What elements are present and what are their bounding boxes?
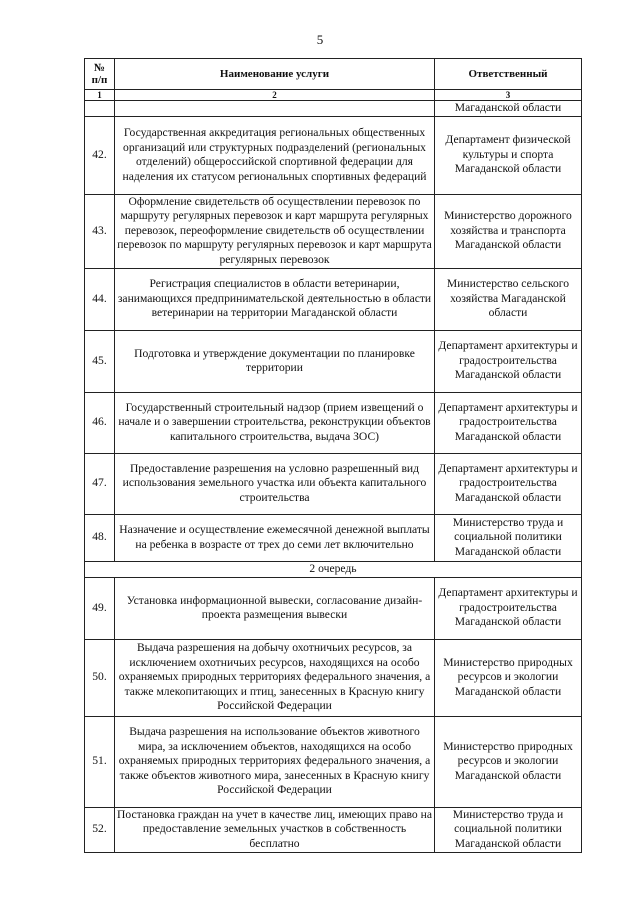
- row-service-name: Постановка граждан на учет в качестве лиц, имеющих право на предоставление земельных участков в собственность бесплатно: [115, 807, 435, 852]
- table-row: [85, 716, 582, 807]
- row-service-name: Выдача разрешения на добычу охотничьих ресурсов, за исключением охотничьих ресурсов, находящихся на особо охраняемых природных территориях федерального значения, а также млекопитающих и птиц, занесенных в Красную книгу Российской Федерации: [115, 639, 435, 716]
- column-index-1: 1: [85, 90, 115, 101]
- continuation-responsible: Магаданской области: [435, 101, 582, 117]
- table-header-row: [85, 59, 582, 90]
- row-responsible: Департамент архитектуры и градостроительства Магаданской области: [435, 330, 582, 392]
- queue-label: 2 очередь: [85, 561, 582, 577]
- column-index-row: [85, 90, 582, 101]
- column-index-2: 2: [115, 90, 435, 101]
- continuation-num: [85, 101, 115, 117]
- row-number: 42.: [85, 116, 115, 194]
- table-row: [85, 330, 582, 392]
- header-number-line1: №: [93, 62, 106, 74]
- table-row: [85, 392, 582, 453]
- row-responsible: Министерство сельского хозяйства Магаданской области: [435, 268, 582, 330]
- row-number: 45.: [85, 330, 115, 392]
- row-service-name: Предоставление разрешения на условно разрешенный вид использования земельного участка или объекта капитального строительства: [115, 453, 435, 514]
- row-number: 48.: [85, 514, 115, 561]
- row-responsible: Министерство дорожного хозяйства и транспорта Магаданской области: [435, 194, 582, 268]
- table-row: [85, 116, 582, 194]
- row-service-name: Установка информационной вывески, согласование дизайн-проекта размещения вывески: [115, 577, 435, 639]
- row-responsible: Министерство природных ресурсов и экологии Магаданской области: [435, 639, 582, 716]
- header-responsible: Ответственный: [435, 59, 582, 90]
- column-index-3: 3: [435, 90, 582, 101]
- services-table: [84, 58, 582, 853]
- table-row: [85, 807, 582, 852]
- row-service-name: Государственная аккредитация региональных общественных организаций или структурных подразделений (региональных отделений) общероссийской спортивной федерации для наделения их статусом региональных спортивных федераций: [115, 116, 435, 194]
- header-number-line2: п/п: [91, 74, 108, 86]
- table-row: [85, 453, 582, 514]
- row-service-name: Регистрация специалистов в области ветеринарии, занимающихся предпринимательской деятельностью в области ветеринарии на территории Магаданской области: [115, 268, 435, 330]
- table-row: [85, 639, 582, 716]
- table-row: [85, 514, 582, 561]
- row-responsible: Министерство труда и социальной политики Магаданской области: [435, 514, 582, 561]
- row-number: 44.: [85, 268, 115, 330]
- row-number: 43.: [85, 194, 115, 268]
- row-responsible: Департамент архитектуры и градостроительства Магаданской области: [435, 577, 582, 639]
- row-service-name: Назначение и осуществление ежемесячной денежной выплаты на ребенка в возрасте от трех до семи лет включительно: [115, 514, 435, 561]
- header-number: [85, 59, 115, 90]
- row-service-name: Подготовка и утверждение документации по планировке территории: [115, 330, 435, 392]
- table-row: [85, 194, 582, 268]
- continuation-name: [115, 101, 435, 117]
- row-number: 47.: [85, 453, 115, 514]
- header-service-name: Наименование услуги: [115, 59, 435, 90]
- row-responsible: Министерство природных ресурсов и экологии Магаданской области: [435, 716, 582, 807]
- row-number: 46.: [85, 392, 115, 453]
- row-number: 49.: [85, 577, 115, 639]
- row-service-name: Выдача разрешения на использование объектов животного мира, за исключением объектов, находящихся на особо охраняемых природных территориях федерального значения, а также объектов животного мира, занесенных в Красную книгу Российской Федерации: [115, 716, 435, 807]
- table-row: [85, 268, 582, 330]
- row-number: 51.: [85, 716, 115, 807]
- row-service-name: Государственный строительный надзор (прием извещений о начале и о завершении строительства, реконструкции объектов капитального строительства, выдача ЗОС): [115, 392, 435, 453]
- row-service-name: Оформление свидетельств об осуществлении перевозок по маршруту регулярных перевозок и карт маршрута регулярных перевозок, переоформление свидетельств об осуществлении перевозок по маршруту регулярных перевозок и карт маршрута регулярных перевозок: [115, 194, 435, 268]
- row-responsible: Департамент архитектуры и градостроительства Магаданской области: [435, 453, 582, 514]
- continuation-row: [85, 101, 582, 117]
- row-responsible: Департамент физической культуры и спорта Магаданской области: [435, 116, 582, 194]
- row-responsible: Министерство труда и социальной политики Магаданской области: [435, 807, 582, 852]
- row-number: 50.: [85, 639, 115, 716]
- row-number: 52.: [85, 807, 115, 852]
- row-responsible: Департамент архитектуры и градостроительства Магаданской области: [435, 392, 582, 453]
- page-number: 5: [316, 32, 324, 47]
- queue-row: [85, 561, 582, 577]
- table-row: [85, 577, 582, 639]
